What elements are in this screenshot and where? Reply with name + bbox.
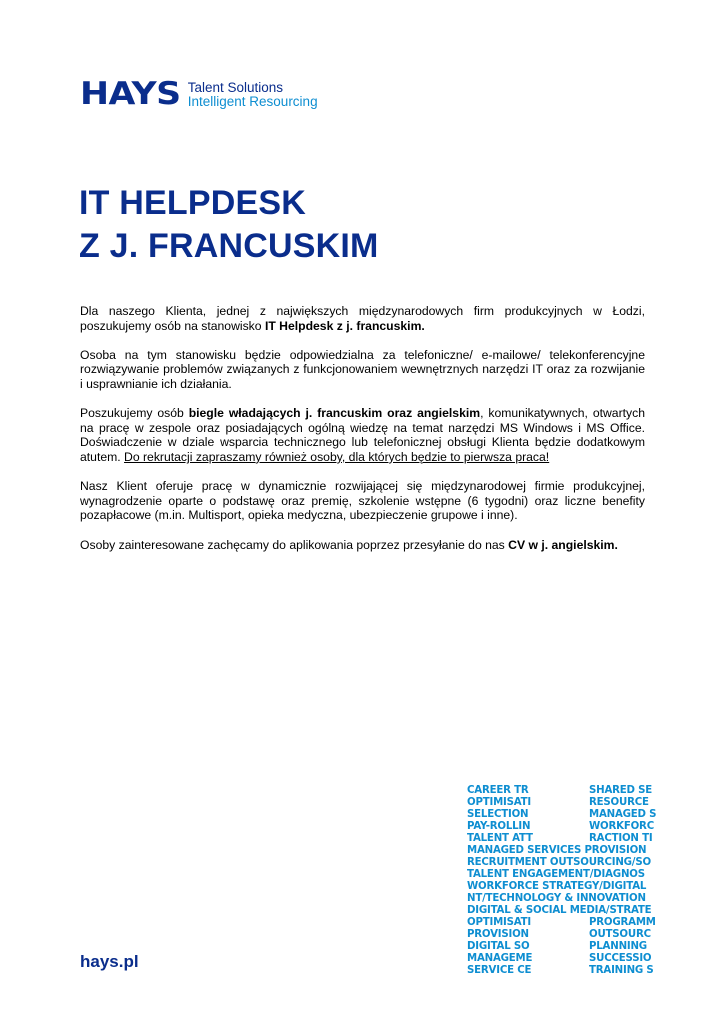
word-cloud-text: DIGITAL & SOCIAL MEDIA/STRATE (467, 905, 652, 916)
word-cloud-text: OPTIMISATI (467, 917, 531, 928)
requirements-details: , komunikatywnych, otwartych na pracę w zespole oraz posiadających ogólną wiedzę na temat narzędzi MS Windows i MS Office. Doświadczenie w dziale wsparcia technicznego lub telefonicznej obsługi Klienta będzie dodatkowym atutem. (80, 406, 645, 464)
word-cloud-text: WORKFORCE STRATEGY/DIGITAL (467, 881, 647, 892)
word-cloud-row (467, 929, 657, 941)
word-cloud-text: RESOURCE (589, 797, 649, 808)
requirements-lead: Poszukujemy osób (80, 406, 189, 421)
footer-website: hays.pl (80, 952, 139, 971)
word-cloud-row (467, 833, 657, 845)
word-cloud-row (467, 785, 657, 797)
word-cloud-text: DIGITAL SO (467, 941, 530, 952)
paragraph-intro (80, 304, 645, 333)
word-cloud-row (467, 881, 657, 893)
requirements-first-job-note: Do rekrutacji zapraszamy również osoby, dla których będzie to pierwsza praca! (124, 449, 550, 464)
paragraph-offer: Nasz Klient oferuje pracę w dynamicznie rozwijającej się międzynarodowej firmie produkcyjnej, wynagrodzenie oparte o podstawę oraz premię, szkolenie wstępne (6 tygodni) oraz liczne benefity pozapłacowe (m.in. Multisport, opieka medyczna, ubezpieczenie grupowe i inne). (80, 479, 645, 523)
word-cloud-row (467, 917, 657, 929)
word-cloud-text: SERVICE CE (467, 965, 532, 976)
paragraph-apply (80, 538, 645, 553)
word-cloud-text: PAY-ROLLIN (467, 821, 531, 832)
word-cloud-row (467, 845, 657, 857)
word-cloud-row (467, 905, 657, 917)
word-cloud-row (467, 857, 657, 869)
apply-text: Osoby zainteresowane zachęcamy do aplikowania poprzez przesyłanie do nas (80, 537, 509, 552)
word-cloud-text: MANAGED S (589, 809, 657, 820)
word-cloud-text: PROVISION (467, 929, 529, 940)
word-cloud-row (467, 941, 657, 953)
word-cloud-text: MANAGEME (467, 953, 533, 964)
hays-logo (80, 76, 318, 112)
page-title (79, 182, 379, 268)
word-cloud-text: SHARED SE (589, 785, 653, 796)
title-line-2: Z J. FRANCUSKIM (79, 227, 379, 265)
intro-text: Dla naszego Klienta, jednej z największych międzynarodowych firm produkcyjnych w Łodzi, poszukujemy osób na stanowisko (80, 304, 645, 333)
logo-wordmark: HAYS (80, 76, 181, 112)
word-cloud-text: SUCCESSIO (589, 953, 652, 964)
position-name: IT Helpdesk z j. francuskim. (264, 318, 425, 333)
word-cloud-text: PROGRAMM (589, 917, 656, 928)
word-cloud-text: MANAGED SERVICES PROVISION (467, 845, 647, 856)
word-cloud-text: WORKFORC (589, 821, 654, 832)
word-cloud-row (467, 965, 657, 977)
word-cloud-row (467, 797, 657, 809)
word-cloud-text: TALENT ENGAGEMENT/DIAGNOS (467, 869, 645, 880)
word-cloud-text: OUTSOURC (589, 929, 651, 940)
word-cloud-text: SELECTION (467, 809, 529, 820)
word-cloud-row (467, 869, 657, 881)
word-cloud-text: TALENT ATT (467, 833, 533, 844)
word-cloud-text: RACTION TI (589, 833, 653, 844)
word-cloud-text: PLANNING (589, 941, 647, 952)
title-line-1: IT HELPDESK (79, 184, 307, 222)
word-cloud-text: CAREER TR (467, 785, 529, 796)
word-cloud-text: TRAINING S (589, 965, 654, 976)
paragraph-responsibilities: Osoba na tym stanowisku będzie odpowiedzialna za telefoniczne/ e-mailowe/ telekonferencyjne rozwiązywanie problemów związanych z funkcjonowaniem wewnętrznych narzędzi IT oraz za rozwijanie i usprawnianie ich działania. (80, 347, 645, 391)
logo-tagline (188, 81, 318, 109)
word-cloud-row (467, 893, 657, 905)
apply-cv-language: CV w j. angielskim. (508, 537, 618, 552)
word-cloud-row (467, 821, 657, 833)
logo-tagline-line1: Talent Solutions (187, 79, 284, 95)
word-cloud (467, 785, 657, 977)
job-description (80, 304, 645, 567)
word-cloud-text: RECRUITMENT OUTSOURCING/SO (467, 857, 651, 868)
word-cloud-row (467, 809, 657, 821)
word-cloud-text: NT/TECHNOLOGY & INNOVATION (467, 893, 646, 904)
logo-tagline-line2: Intelligent Resourcing (187, 93, 318, 109)
paragraph-requirements (80, 406, 645, 464)
word-cloud-row (467, 953, 657, 965)
word-cloud-text: OPTIMISATI (467, 797, 531, 808)
requirements-languages: biegle władających j. francuskim oraz angielskim (188, 406, 481, 421)
